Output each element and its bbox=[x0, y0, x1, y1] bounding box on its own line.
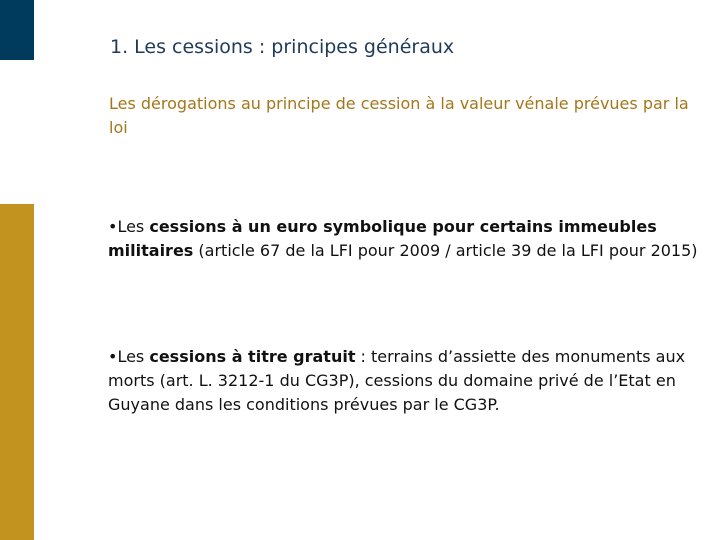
bullet-item-titre-gratuit bbox=[108, 345, 716, 417]
bullet-bold-text: cessions à titre gratuit bbox=[149, 347, 356, 366]
bullet-marker: • bbox=[108, 347, 118, 366]
bullet-item-euro-symbolique bbox=[108, 215, 716, 263]
bullet-marker: • bbox=[108, 217, 118, 236]
bullet-lead-text: Les bbox=[117, 347, 150, 366]
gold-accent-bar bbox=[0, 204, 34, 540]
bullet-rest-text: : terrains d’assiette des monuments aux morts (art. L. 3212-1 du CG3P), cessions du domaine privé de l’Etat en Guyane dans les conditions prévues par le CG3P. bbox=[108, 347, 686, 414]
bullet-rest-text: (article 67 de la LFI pour 2009 / article 39 de la LFI pour 2015) bbox=[193, 241, 698, 260]
bullet-lead-text: Les bbox=[117, 217, 150, 236]
bullet-bold-text: cessions à un euro symbolique pour certains immeubles militaires bbox=[108, 217, 657, 260]
slide-title: 1. Les cessions : principes généraux bbox=[110, 36, 455, 58]
navy-accent-bar bbox=[0, 0, 34, 60]
slide-subtitle: Les dérogations au principe de cession à la valeur vénale prévues par la loi bbox=[109, 94, 689, 137]
